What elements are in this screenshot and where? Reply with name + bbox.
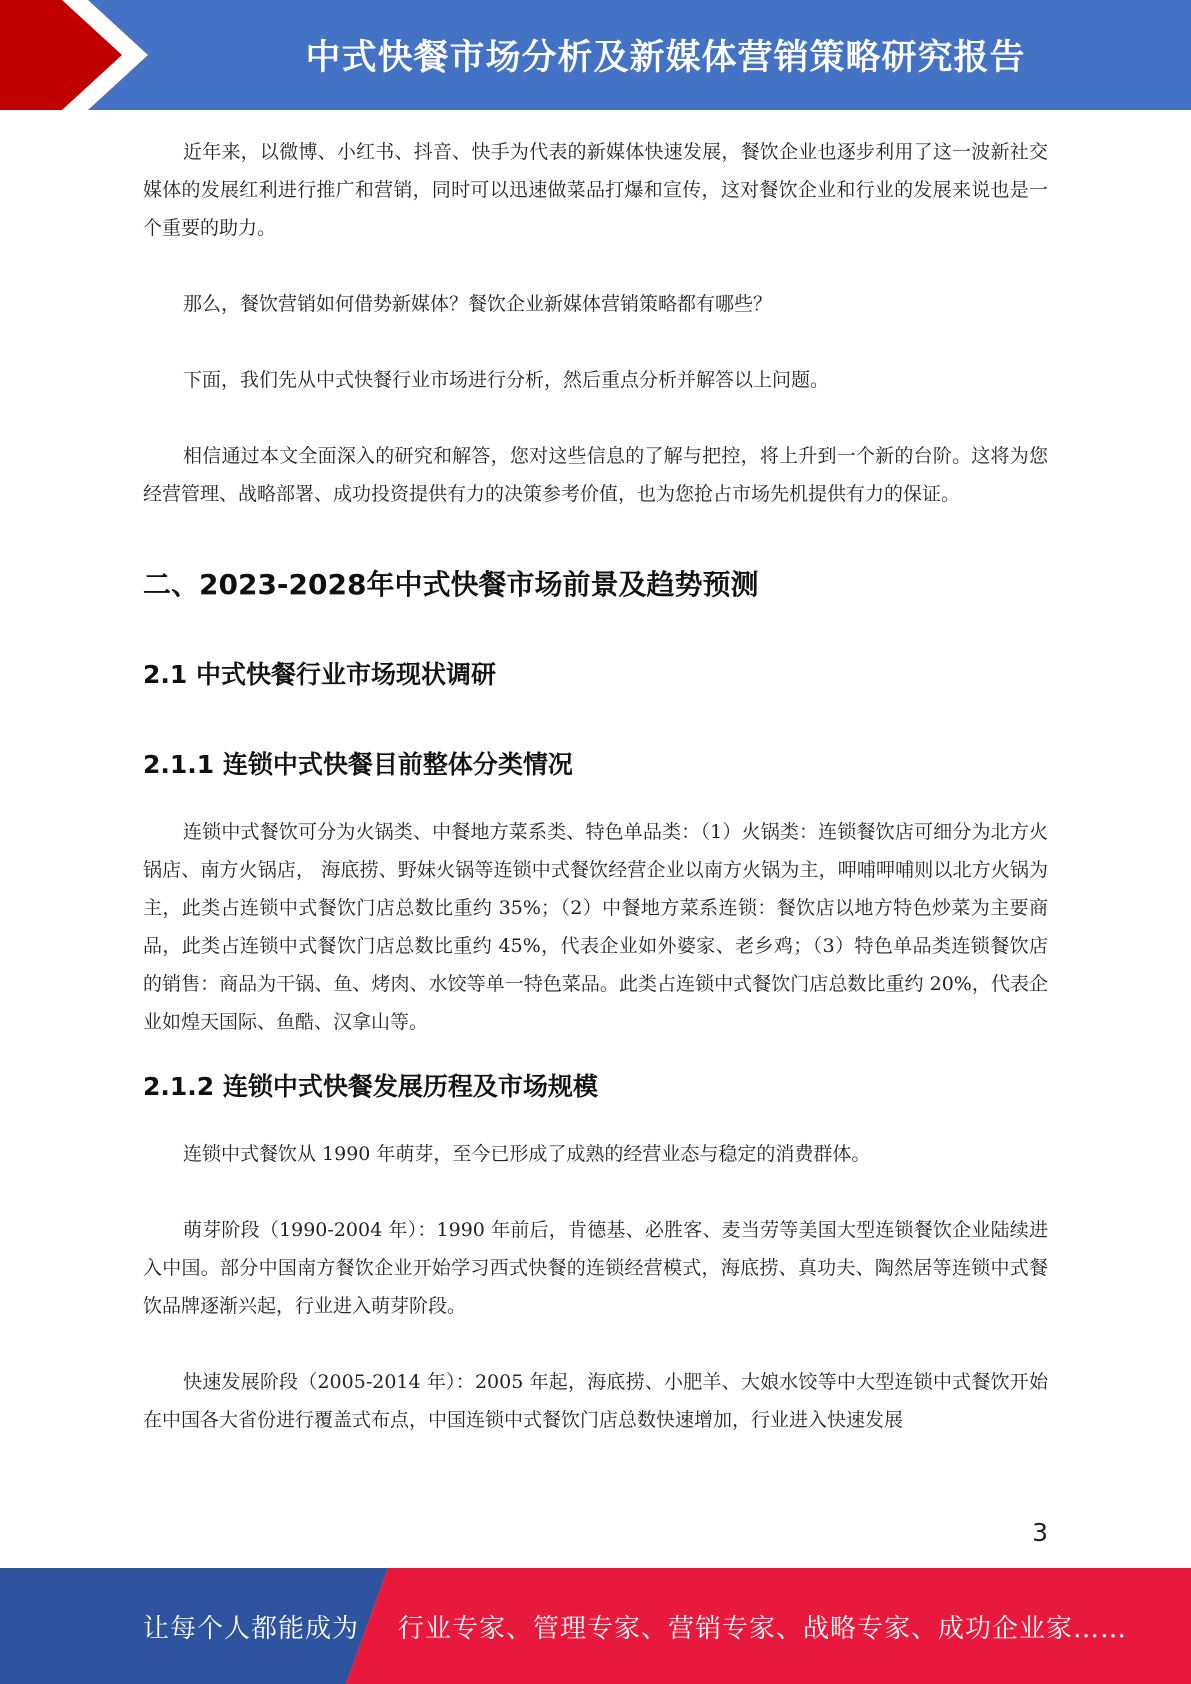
header-chevron-decoration — [0, 0, 160, 110]
report-title: 中式快餐市场分析及新媒体营销策略研究报告 — [305, 38, 1026, 78]
history-paragraph-2: 萌芽阶段（1990-2004 年）：1990 年前后，肯德基、必胜客、麦当劳等美国大型连锁餐饮企业陆续进入中国。部分中国南方餐饮企业开始学习西式快餐的连锁经营模式，海底捞、真功夫、陶然居等连锁中式餐饮品牌逐渐兴起，行业进入萌芽阶段。 — [143, 1219, 1048, 1317]
classification-paragraph: 连锁中式餐饮可分为火锅类、中餐地方菜系类、特色单品类：（1）火锅类：连锁餐饮店可细分为北方火锅店、南方火锅店， 海底捞、野妹火锅等连锁中式餐饮经营企业以南方火锅为主，呷哺呷哺则以北方火锅为主，此类占连锁中式餐饮门店总数比重约 35%；（2）中餐地方菜系连锁：餐饮店以地方特色炒菜为主要商品，此类占连锁中式餐饮门店总数比重约 45%，代表企业如外婆家、老乡鸡；（3）特色单品类连锁餐饮店的销售：商品为干锅、鱼、烤肉、水饺等单一特色菜品。此类占连锁中式餐饮门店总数比重约 20%，代表企业如煌天国际、鱼酷、汉拿山等。 — [143, 821, 1048, 1033]
intro-paragraph-4: 相信通过本文全面深入的研究和解答，您对这些信息的了解与把控，将上升到一个新的台阶。这将为您经营管理、战略部署、成功投资提供有力的决策参考价值，也为您抢占市场先机提供有力的保证。 — [143, 445, 1048, 505]
subsection-heading-2-1-2: 2.1.2 连锁中式快餐发展历程及市场规模 — [143, 1072, 598, 1101]
footer-slogan-left: 让每个人都能成为 — [143, 1613, 360, 1644]
intro-paragraph-2: 那么，餐饮营销如何借势新媒体？餐饮企业新媒体营销策略都有哪些？ — [183, 293, 773, 315]
history-paragraph-3: 快速发展阶段（2005-2014 年）：2005 年起，海底捞、小肥羊、大娘水饺等中大型连锁中式餐饮开始在中国各大省份进行覆盖式布点，中国连锁中式餐饮门店总数快速增加，行业进入快速发展 — [143, 1371, 1048, 1431]
footer-band — [0, 1568, 1191, 1684]
intro-paragraph-1: 近年来，以微博、小红书、抖音、快手为代表的新媒体快速发展，餐饮企业也逐步利用了这一波新社交媒体的发展红利进行推广和营销，同时可以迅速做菜品打爆和宣传，这对餐饮企业和行业的发展来说也是一个重要的助力。 — [143, 141, 1048, 239]
subsection-heading-2-1-1: 2.1.1 连锁中式快餐目前整体分类情况 — [143, 750, 573, 779]
history-paragraph-1: 连锁中式餐饮从 1990 年萌芽，至今已形成了成熟的经营业态与稳定的消费群体。 — [183, 1143, 871, 1165]
page-number: 3 — [1032, 1518, 1048, 1547]
footer-slogan-right: 行业专家、管理专家、营销专家、战略专家、成功企业家…… — [398, 1613, 1128, 1644]
header-band — [0, 0, 1191, 110]
document-body — [143, 133, 1048, 1439]
intro-paragraph-3: 下面，我们先从中式快餐行业市场进行分析，然后重点分析并解答以上问题。 — [183, 369, 830, 391]
subsection-heading-2-1: 2.1 中式快餐行业市场现状调研 — [143, 660, 496, 689]
section-heading: 二、2023-2028年中式快餐市场前景及趋势预测 — [143, 568, 759, 601]
